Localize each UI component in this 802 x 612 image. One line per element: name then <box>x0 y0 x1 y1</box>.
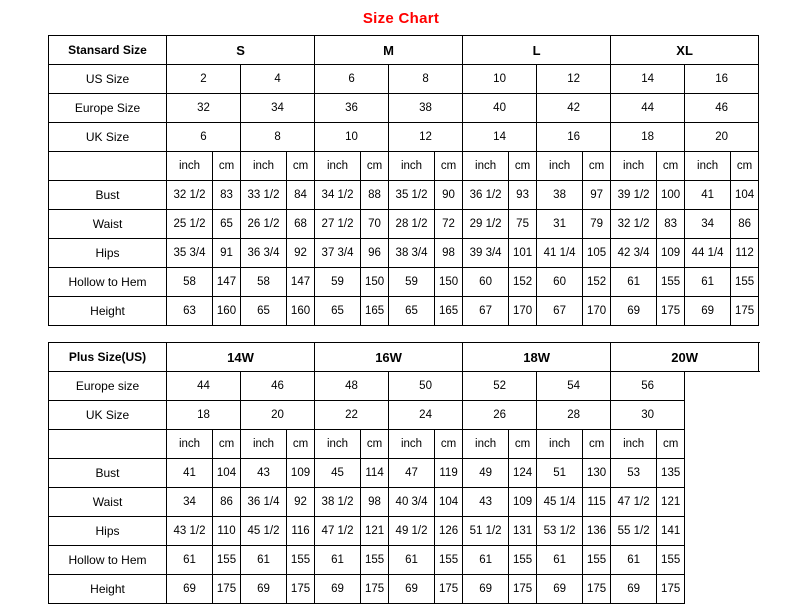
measure-value: 175 <box>287 575 315 604</box>
measure-value: 135 <box>657 459 685 488</box>
measure-value: 147 <box>287 268 315 297</box>
measure-value: 155 <box>583 546 611 575</box>
size-group-header: 16W <box>315 343 463 372</box>
measure-value: 67 <box>537 297 583 326</box>
measure-value: 31 <box>537 210 583 239</box>
unit-cell: inch <box>167 430 213 459</box>
table-row <box>49 239 759 268</box>
measure-value: 40 3/4 <box>389 488 435 517</box>
table-row <box>49 517 759 546</box>
measure-value: 41 1/4 <box>537 239 583 268</box>
size-value: 44 <box>167 372 241 401</box>
unit-cell: cm <box>509 152 537 181</box>
measure-value: 39 1/2 <box>611 181 657 210</box>
measure-value: 116 <box>287 517 315 546</box>
size-group-header: XL <box>611 36 759 65</box>
measure-value: 175 <box>435 575 463 604</box>
measure-value: 61 <box>463 546 509 575</box>
size-value: 16 <box>537 123 611 152</box>
measure-value: 38 1/2 <box>315 488 361 517</box>
measure-value: 59 <box>315 268 361 297</box>
measure-value: 88 <box>361 181 389 210</box>
measure-value: 83 <box>657 210 685 239</box>
table-row <box>49 372 759 401</box>
unit-cell: inch <box>389 430 435 459</box>
measure-value: 175 <box>731 297 759 326</box>
measure-value: 98 <box>361 488 389 517</box>
measure-value: 112 <box>731 239 759 268</box>
row-label: Waist <box>49 488 167 517</box>
measure-value: 36 1/2 <box>463 181 509 210</box>
measure-value: 69 <box>685 297 731 326</box>
size-value: 32 <box>167 94 241 123</box>
measure-value: 47 1/2 <box>315 517 361 546</box>
size-value: 18 <box>167 401 241 430</box>
unit-cell: cm <box>287 152 315 181</box>
measure-value: 104 <box>213 459 241 488</box>
measure-value: 109 <box>509 488 537 517</box>
table-gap <box>48 326 754 342</box>
measure-value: 34 <box>685 210 731 239</box>
measure-value: 130 <box>583 459 611 488</box>
measure-value: 155 <box>287 546 315 575</box>
size-value: 12 <box>389 123 463 152</box>
size-value: 44 <box>611 94 685 123</box>
unit-cell: inch <box>241 430 287 459</box>
measure-value: 61 <box>241 546 287 575</box>
measure-value: 124 <box>509 459 537 488</box>
measure-value: 25 1/2 <box>167 210 213 239</box>
measure-value: 114 <box>361 459 389 488</box>
measure-value: 175 <box>509 575 537 604</box>
size-value: 10 <box>463 65 537 94</box>
measure-value: 98 <box>435 239 463 268</box>
measure-value: 33 1/2 <box>241 181 287 210</box>
row-label: Hollow to Hem <box>49 546 167 575</box>
measure-value: 38 <box>537 181 583 210</box>
measure-value: 61 <box>389 546 435 575</box>
measure-value: 155 <box>509 546 537 575</box>
measure-value: 75 <box>509 210 537 239</box>
measure-value: 92 <box>287 488 315 517</box>
table-row <box>49 94 759 123</box>
size-value: 18 <box>611 123 685 152</box>
measure-value: 45 <box>315 459 361 488</box>
blank-cell <box>685 575 759 604</box>
table-row <box>49 297 759 326</box>
unit-cell: inch <box>611 430 657 459</box>
unit-cell: cm <box>361 430 389 459</box>
measure-value: 175 <box>583 575 611 604</box>
measure-value: 43 1/2 <box>167 517 213 546</box>
unit-cell: inch <box>241 152 287 181</box>
measure-value: 32 1/2 <box>611 210 657 239</box>
measure-value: 35 1/2 <box>389 181 435 210</box>
measure-value: 45 1/4 <box>537 488 583 517</box>
blank-cell <box>685 430 759 459</box>
size-value: 46 <box>241 372 315 401</box>
unit-cell: inch <box>685 152 731 181</box>
unit-cell: cm <box>435 430 463 459</box>
measure-value: 91 <box>213 239 241 268</box>
measure-value: 29 1/2 <box>463 210 509 239</box>
row-label: US Size <box>49 65 167 94</box>
measure-value: 170 <box>509 297 537 326</box>
measure-value: 160 <box>287 297 315 326</box>
measure-value: 155 <box>731 268 759 297</box>
measure-value: 36 1/4 <box>241 488 287 517</box>
unit-cell: inch <box>315 152 361 181</box>
measure-value: 26 1/2 <box>241 210 287 239</box>
measure-value: 147 <box>213 268 241 297</box>
measure-value: 126 <box>435 517 463 546</box>
unit-cell: cm <box>731 152 759 181</box>
measure-value: 61 <box>537 546 583 575</box>
measure-value: 93 <box>509 181 537 210</box>
measure-value: 61 <box>611 268 657 297</box>
size-value: 46 <box>685 94 759 123</box>
size-value: 38 <box>389 94 463 123</box>
size-value: 24 <box>389 401 463 430</box>
table-row <box>49 268 759 297</box>
size-value: 34 <box>241 94 315 123</box>
blank-cell <box>685 517 759 546</box>
row-label: Bust <box>49 181 167 210</box>
plus-size-table <box>48 342 759 604</box>
table-row <box>49 575 759 604</box>
size-value: 6 <box>315 65 389 94</box>
measure-value: 141 <box>657 517 685 546</box>
blank-cell <box>685 459 759 488</box>
measure-value: 96 <box>361 239 389 268</box>
measure-value: 69 <box>389 575 435 604</box>
unit-cell: inch <box>537 430 583 459</box>
measure-value: 45 1/2 <box>241 517 287 546</box>
measure-value: 105 <box>583 239 611 268</box>
table-row <box>49 343 759 372</box>
size-value: 50 <box>389 372 463 401</box>
measure-value: 136 <box>583 517 611 546</box>
row-label <box>49 152 167 181</box>
measure-value: 101 <box>509 239 537 268</box>
blank-cell <box>685 488 759 517</box>
measure-value: 155 <box>361 546 389 575</box>
size-chart-header-label: Plus Size(US) <box>49 343 167 372</box>
measure-value: 61 <box>167 546 213 575</box>
unit-cell: cm <box>213 430 241 459</box>
row-label <box>49 430 167 459</box>
size-value: 8 <box>241 123 315 152</box>
unit-cell: cm <box>435 152 463 181</box>
unit-cell: cm <box>287 430 315 459</box>
table-row <box>49 488 759 517</box>
size-chart-container <box>0 27 802 604</box>
row-label: Bust <box>49 459 167 488</box>
measure-value: 49 <box>463 459 509 488</box>
measure-value: 175 <box>657 575 685 604</box>
row-label: Waist <box>49 210 167 239</box>
measure-value: 28 1/2 <box>389 210 435 239</box>
row-label: Hollow to Hem <box>49 268 167 297</box>
measure-value: 109 <box>657 239 685 268</box>
measure-value: 152 <box>583 268 611 297</box>
unit-cell: cm <box>583 152 611 181</box>
size-value: 26 <box>463 401 537 430</box>
measure-value: 69 <box>167 575 213 604</box>
row-label: UK Size <box>49 123 167 152</box>
measure-value: 60 <box>463 268 509 297</box>
measure-value: 35 3/4 <box>167 239 213 268</box>
measure-value: 61 <box>315 546 361 575</box>
size-value: 10 <box>315 123 389 152</box>
measure-value: 34 <box>167 488 213 517</box>
measure-value: 92 <box>287 239 315 268</box>
measure-value: 69 <box>537 575 583 604</box>
measure-value: 41 <box>685 181 731 210</box>
measure-value: 155 <box>657 268 685 297</box>
measure-value: 90 <box>435 181 463 210</box>
measure-value: 97 <box>583 181 611 210</box>
size-group-header: 20W <box>611 343 759 372</box>
measure-value: 65 <box>241 297 287 326</box>
size-value: 42 <box>537 94 611 123</box>
measure-value: 37 3/4 <box>315 239 361 268</box>
measure-value: 72 <box>435 210 463 239</box>
size-value: 52 <box>463 372 537 401</box>
measure-value: 27 1/2 <box>315 210 361 239</box>
blank-cell <box>685 372 759 401</box>
measure-value: 65 <box>389 297 435 326</box>
table-row <box>49 181 759 210</box>
row-label: UK Size <box>49 401 167 430</box>
measure-value: 39 3/4 <box>463 239 509 268</box>
size-value: 48 <box>315 372 389 401</box>
measure-value: 69 <box>611 297 657 326</box>
measure-value: 175 <box>361 575 389 604</box>
row-label: Height <box>49 575 167 604</box>
row-label: Hips <box>49 239 167 268</box>
measure-value: 150 <box>435 268 463 297</box>
measure-value: 83 <box>213 181 241 210</box>
measure-value: 36 3/4 <box>241 239 287 268</box>
measure-value: 63 <box>167 297 213 326</box>
measure-value: 58 <box>167 268 213 297</box>
table-row <box>49 152 759 181</box>
size-value: 54 <box>537 372 611 401</box>
measure-value: 44 1/4 <box>685 239 731 268</box>
measure-value: 121 <box>361 517 389 546</box>
unit-cell: cm <box>361 152 389 181</box>
table-row <box>49 210 759 239</box>
size-value: 30 <box>611 401 685 430</box>
unit-cell: cm <box>583 430 611 459</box>
measure-value: 49 1/2 <box>389 517 435 546</box>
measure-value: 175 <box>657 297 685 326</box>
measure-value: 60 <box>537 268 583 297</box>
measure-value: 155 <box>213 546 241 575</box>
measure-value: 32 1/2 <box>167 181 213 210</box>
unit-cell: inch <box>611 152 657 181</box>
table-row <box>49 401 759 430</box>
size-value: 20 <box>241 401 315 430</box>
measure-value: 67 <box>463 297 509 326</box>
size-group-header: S <box>167 36 315 65</box>
size-chart-header-label: Stansard Size <box>49 36 167 65</box>
size-value: 16 <box>685 65 759 94</box>
measure-value: 69 <box>611 575 657 604</box>
measure-value: 119 <box>435 459 463 488</box>
measure-value: 131 <box>509 517 537 546</box>
measure-value: 43 <box>463 488 509 517</box>
measure-value: 51 <box>537 459 583 488</box>
measure-value: 58 <box>241 268 287 297</box>
measure-value: 175 <box>213 575 241 604</box>
measure-value: 47 <box>389 459 435 488</box>
size-value: 40 <box>463 94 537 123</box>
size-group-header: L <box>463 36 611 65</box>
table-row <box>49 123 759 152</box>
measure-value: 51 1/2 <box>463 517 509 546</box>
row-label: Hips <box>49 517 167 546</box>
size-value: 6 <box>167 123 241 152</box>
measure-value: 43 <box>241 459 287 488</box>
standard-size-table <box>48 35 759 326</box>
measure-value: 65 <box>315 297 361 326</box>
size-value: 14 <box>463 123 537 152</box>
unit-cell: inch <box>463 430 509 459</box>
measure-value: 69 <box>315 575 361 604</box>
measure-value: 110 <box>213 517 241 546</box>
size-value: 4 <box>241 65 315 94</box>
row-label: Height <box>49 297 167 326</box>
unit-cell: inch <box>389 152 435 181</box>
measure-value: 68 <box>287 210 315 239</box>
row-label: Europe Size <box>49 94 167 123</box>
measure-value: 41 <box>167 459 213 488</box>
size-group-header: M <box>315 36 463 65</box>
unit-cell: inch <box>537 152 583 181</box>
measure-value: 70 <box>361 210 389 239</box>
measure-value: 170 <box>583 297 611 326</box>
size-value: 12 <box>537 65 611 94</box>
blank-cell <box>685 546 759 575</box>
size-value: 2 <box>167 65 241 94</box>
measure-value: 65 <box>213 210 241 239</box>
measure-value: 104 <box>435 488 463 517</box>
size-group-header: 18W <box>463 343 611 372</box>
measure-value: 160 <box>213 297 241 326</box>
table-row <box>49 546 759 575</box>
size-value: 14 <box>611 65 685 94</box>
size-value: 20 <box>685 123 759 152</box>
size-value: 28 <box>537 401 611 430</box>
measure-value: 69 <box>463 575 509 604</box>
unit-cell: inch <box>315 430 361 459</box>
unit-cell: cm <box>657 152 685 181</box>
measure-value: 34 1/2 <box>315 181 361 210</box>
page-title: Size Chart <box>362 10 440 27</box>
measure-value: 121 <box>657 488 685 517</box>
measure-value: 42 3/4 <box>611 239 657 268</box>
table-row <box>49 65 759 94</box>
measure-value: 165 <box>435 297 463 326</box>
unit-cell: cm <box>509 430 537 459</box>
unit-cell: cm <box>213 152 241 181</box>
measure-value: 59 <box>389 268 435 297</box>
measure-value: 152 <box>509 268 537 297</box>
measure-value: 86 <box>731 210 759 239</box>
measure-value: 86 <box>213 488 241 517</box>
table-row <box>49 430 759 459</box>
measure-value: 69 <box>241 575 287 604</box>
unit-cell: inch <box>167 152 213 181</box>
blank-cell <box>685 401 759 430</box>
size-value: 56 <box>611 372 685 401</box>
size-value: 8 <box>389 65 463 94</box>
table-row <box>49 459 759 488</box>
measure-value: 84 <box>287 181 315 210</box>
measure-value: 61 <box>611 546 657 575</box>
size-value: 36 <box>315 94 389 123</box>
measure-value: 38 3/4 <box>389 239 435 268</box>
measure-value: 53 1/2 <box>537 517 583 546</box>
measure-value: 155 <box>657 546 685 575</box>
row-label: Europe size <box>49 372 167 401</box>
table-row <box>49 36 759 65</box>
measure-value: 155 <box>435 546 463 575</box>
unit-cell: inch <box>463 152 509 181</box>
measure-value: 53 <box>611 459 657 488</box>
measure-value: 165 <box>361 297 389 326</box>
measure-value: 79 <box>583 210 611 239</box>
measure-value: 100 <box>657 181 685 210</box>
measure-value: 115 <box>583 488 611 517</box>
measure-value: 61 <box>685 268 731 297</box>
measure-value: 104 <box>731 181 759 210</box>
unit-cell: cm <box>657 430 685 459</box>
size-group-header: 14W <box>167 343 315 372</box>
measure-value: 55 1/2 <box>611 517 657 546</box>
measure-value: 150 <box>361 268 389 297</box>
size-value: 22 <box>315 401 389 430</box>
measure-value: 47 1/2 <box>611 488 657 517</box>
measure-value: 109 <box>287 459 315 488</box>
